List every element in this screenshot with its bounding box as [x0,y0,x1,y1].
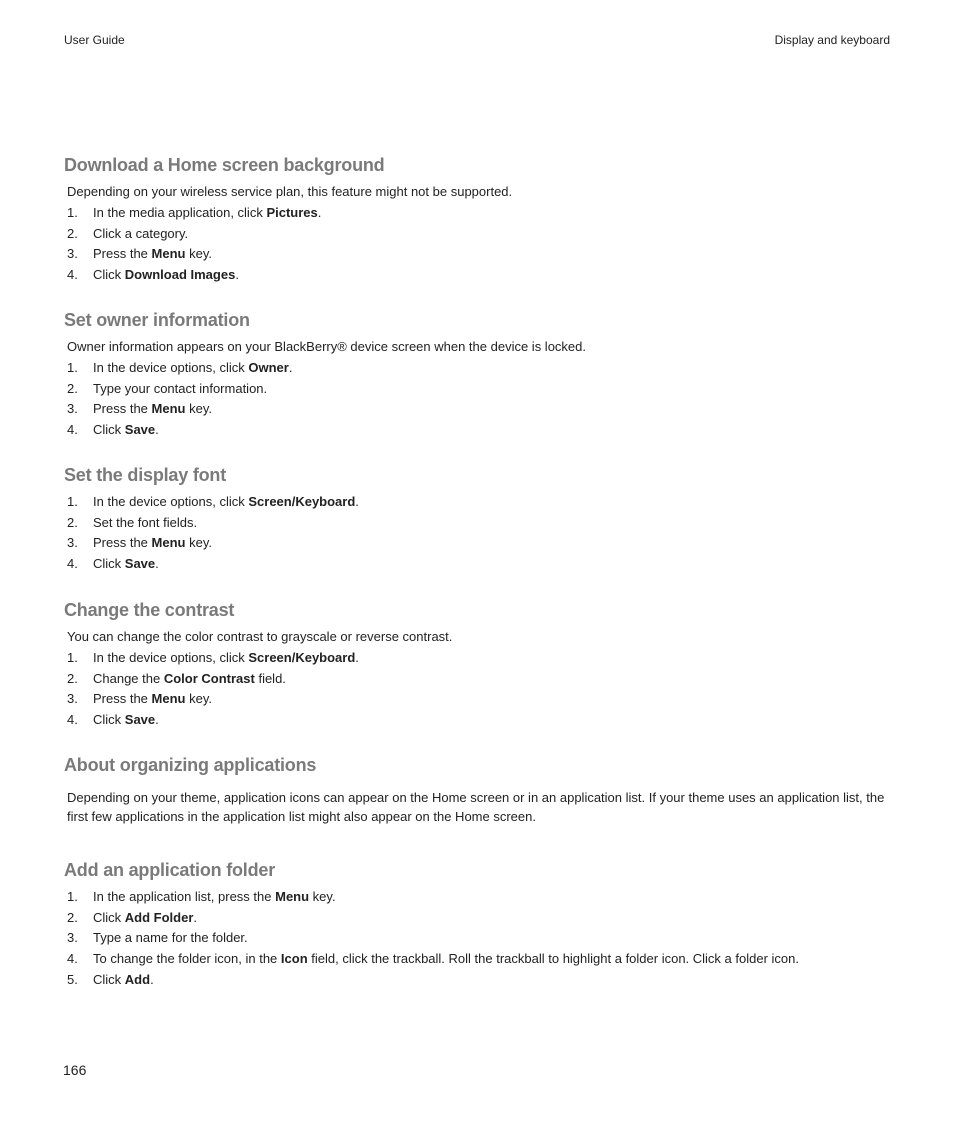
step-item [64,710,894,731]
step-text: Press the [93,401,152,417]
section-title: Set owner information [64,310,250,330]
step-text: Change the [93,670,164,686]
step-item [64,648,894,669]
step-item [64,689,894,710]
step-text: Click [93,267,125,283]
step-item [64,203,894,224]
step-text: In the device options, click [93,360,249,375]
section-title: Change the contrast [64,600,235,620]
step-ui-term: Download Images [124,267,236,283]
step-text: Press the [93,246,152,262]
step-text-end: . [193,909,198,925]
step-text-end: . [150,971,154,987]
step-number: 3. [67,691,78,707]
section-set-owner-information [64,309,894,441]
step-item [64,669,894,690]
step-item [64,420,894,441]
step-ui-term: Menu [151,691,186,707]
section-intro: Depending on your wireless service plan, this feature might not be supported. [67,184,513,199]
step-text: Type a name for the folder. [93,930,248,946]
step-list [64,492,894,575]
step-list [64,358,894,441]
step-text-end: . [155,422,159,438]
section-intro: Owner information appears on your BlackBerry® device screen when the device is locked. [67,339,586,354]
step-text: In the device options, click [93,494,249,509]
step-item [64,928,894,949]
step-number: 2. [67,670,78,686]
step-number: 1. [67,205,78,220]
step-number: 1. [67,494,78,509]
step-text: Click [93,909,125,925]
step-ui-term: Owner [248,360,289,375]
step-text-end: . [235,267,239,283]
step-text: Click a category. [93,225,189,241]
step-text-end: key. [185,691,212,707]
step-number: 1. [67,650,78,665]
running-header-title: User Guide [64,33,125,47]
section-set-the-display-font [64,464,894,575]
step-item [64,949,894,970]
section-paragraph: Depending on your theme, application icons can appear on the Home screen or in an application list. If your theme uses an application list, the first few applications in the application list might also appear on the Home screen. [67,790,885,824]
step-ui-term: Menu [151,401,186,417]
section-title: Download a Home screen background [64,155,385,175]
step-text: Click [93,556,125,572]
section-title: Add an application folder [64,860,276,880]
section-intro: You can change the color contrast to grayscale or reverse contrast. [67,629,453,644]
step-number: 4. [67,556,78,572]
step-number: 4. [67,267,78,283]
step-number: 1. [67,360,78,375]
step-ui-term: Screen/Keyboard [248,650,356,665]
step-text-end: . [317,205,322,220]
step-text-end: . [155,712,159,728]
step-text: Click [93,422,125,438]
step-text-end: key. [185,401,212,417]
step-item [64,908,894,929]
step-text: Press the [93,535,152,551]
step-text: Set the font fields. [93,514,198,530]
step-ui-term: Icon [280,951,308,967]
step-ui-term: Save [124,556,156,572]
step-number: 2. [67,909,78,925]
step-text-end: . [288,360,293,375]
step-number: 4. [67,951,78,967]
step-number: 4. [67,712,78,728]
step-text: Press the [93,691,152,707]
step-item [64,533,894,554]
step-text-end: field, click the trackball. Roll the trackball to highlight a folder icon. Click a folder icon. [307,951,799,967]
step-list [64,887,894,991]
step-number: 3. [67,246,78,262]
step-number: 2. [67,225,78,241]
step-text-end: key. [185,535,212,551]
step-number: 4. [67,422,78,438]
step-item [64,358,894,379]
section-about-organizing-applications [64,754,894,826]
step-item [64,244,894,265]
step-number: 2. [67,380,78,396]
step-item [64,265,894,286]
step-ui-term: Save [124,712,156,728]
step-text-end: . [355,494,359,509]
step-item [64,379,894,400]
step-text: In the application list, press the [93,889,276,904]
step-text: Type your contact information. [93,380,268,396]
step-text: To change the folder icon, in the [93,951,281,967]
step-text-end: key. [309,889,336,904]
step-text: In the media application, click [93,205,267,220]
step-number: 1. [67,889,78,904]
step-ui-term: Menu [151,246,186,262]
step-list [64,203,894,286]
step-ui-term: Save [124,422,156,438]
section-add-an-application-folder [64,859,894,991]
step-number: 3. [67,535,78,551]
step-ui-term: Add [124,971,151,987]
step-item [64,970,894,991]
step-ui-term: Menu [275,889,310,904]
step-item [64,224,894,245]
step-item [64,399,894,420]
step-item [64,887,894,908]
step-ui-term: Screen/Keyboard [248,494,356,509]
step-item [64,554,894,575]
step-ui-term: Menu [151,535,186,551]
step-number: 2. [67,514,78,530]
step-ui-term: Add Folder [124,909,194,925]
step-ui-term: Pictures [266,205,318,220]
section-change-the-contrast [64,599,894,731]
section-title: About organizing applications [64,755,317,775]
step-item [64,513,894,534]
step-number: 3. [67,930,78,946]
step-item [64,492,894,513]
step-text-end: . [355,650,359,665]
section-download-home-screen-background [64,154,894,286]
step-text-end: field. [254,670,286,686]
step-list [64,648,894,731]
step-number: 3. [67,401,78,417]
page-number: 166 [63,1062,87,1078]
step-ui-term: Color Contrast [163,670,255,686]
step-text: Click [93,712,125,728]
step-text: In the device options, click [93,650,249,665]
section-title: Set the display font [64,465,227,485]
step-text: Click [93,971,125,987]
step-text-end: key. [185,246,212,262]
running-header-chapter: Display and keyboard [774,33,890,47]
step-text-end: . [155,556,159,572]
step-number: 5. [67,971,78,987]
